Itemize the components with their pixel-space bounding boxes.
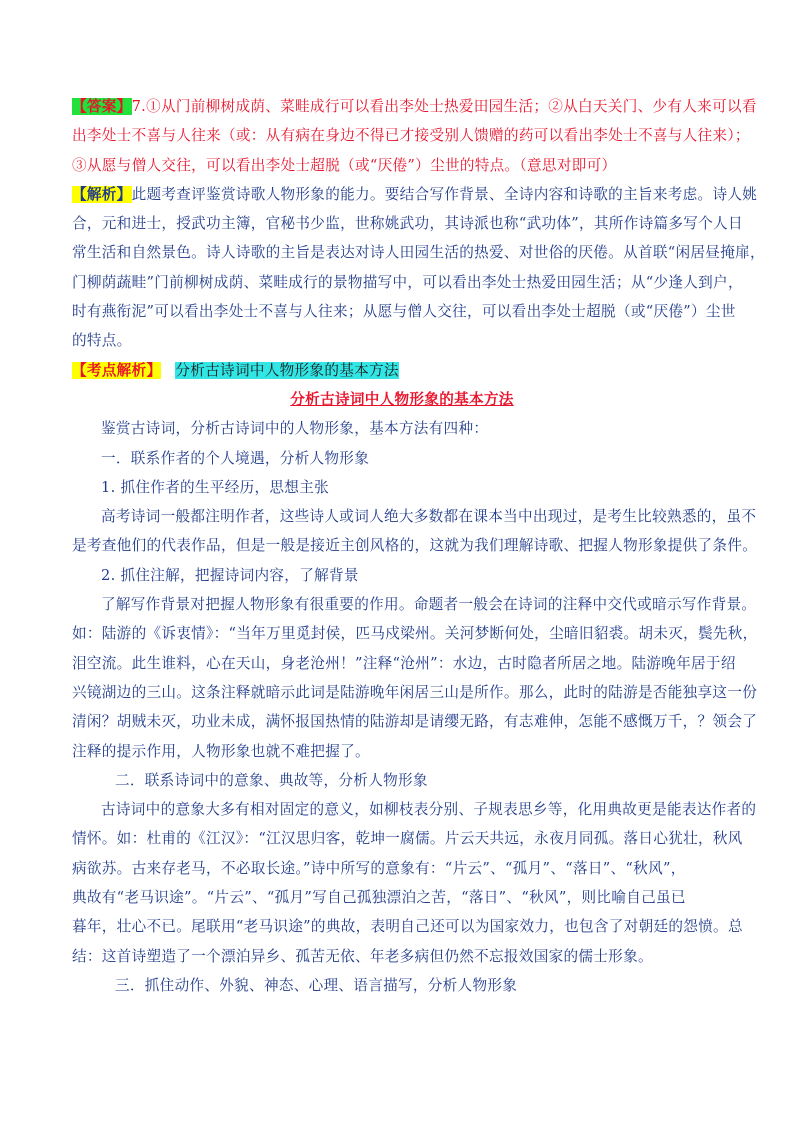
kaodian-line (72, 356, 732, 385)
body-line: 2. 抓住注解，把握诗词内容，了解背景 (101, 566, 359, 584)
answer-line-1 (72, 92, 757, 121)
body-line: 兴镜湖边的三山。这条注释就暗示此词是陆游晚年闲居三山是所作。那么，此时的陆游是否能独享这一份 (72, 683, 758, 701)
answer-line-3: ③从愿与僧人交往，可以看出李处士超脱（或“厌倦”）尘世的特点。（意思对即可） (72, 156, 617, 174)
body-line: 了解写作背景对把握人物形象有很重要的作用。命题者一般会在诗词的注释中交代或暗示写作背景。 (101, 596, 757, 614)
analysis-line-1 (72, 180, 758, 209)
document-page (72, 92, 765, 1000)
body-line: 二．联系诗词中的意象、典故等，分析人物形象 (115, 771, 428, 789)
kaodian-tag: 【考点解析】 (72, 361, 162, 379)
body-line: 典故有“老马识途”。“片云”、“孤月”写自己孤独漂泊之苦，“落日”、“秋风”，则比喻自己虽已 (72, 889, 686, 907)
body-line: 暮年，壮心不已。尾联用“老马识途”的典故，表明自己还可以为国家效力，也包含了对朝廷的怨愤。总 (72, 918, 743, 936)
body-line: 注释的提示作用，人物形象也就不难把握了。 (72, 742, 370, 760)
analysis-line-5: 时有燕衔泥”可以看出李处士不喜与人往来；从愿与僧人交往，可以看出李处士超脱（或“厌倦”）尘世 (72, 303, 736, 321)
body-line: 病欲苏。古来存老马，不必取长途。”诗中所写的意象有：“片云”、“孤月”、“落日”、“秋风”， (72, 859, 686, 877)
answer-text: 7.①从门前柳树成荫、菜畦成行可以看出李处士热爱田园生活；②从白天关门、少有人来可以看 (131, 98, 757, 115)
body-line: 情怀。如：杜甫的《江汉》：“江汉思归客，乾坤一腐儒。片云天共远，永夜月同孤。落日心犹壮，秋风 (72, 830, 743, 848)
body-line: 结：这首诗塑造了一个漂泊异乡、孤苦无依、年老多病但仍然不忘报效国家的儒士形象。 (72, 947, 653, 965)
analysis-text: 此题考查评鉴赏诗歌人物形象的能力。要结合写作背景、全诗内容和诗歌的主旨来考虑。诗人姚 (131, 185, 758, 203)
analysis-line-4: 门柳荫蔬畦”门前柳树成荫、菜畦成行的景物描写中，可以看出李处士热爱田园生活；从“少逢人到户， (72, 273, 743, 291)
analysis-line-3: 常生活和自然景色。诗人诗歌的主旨是表达对诗人田园生活的热爱、对世俗的厌倦。从首联“闲居昼掩扉， (72, 244, 765, 262)
body-line: 古诗词中的意象大多有相对固定的意义，如柳枝表分别、子规表思乡等，化用典故更是能表达作者的 (101, 801, 757, 819)
body-text (72, 414, 758, 1000)
body-line: 高考诗词一般都注明作者，这些诗人或词人绝大多数都在课本当中出现过，是考生比较熟悉的，虽不 (101, 508, 757, 526)
body-line: 鉴赏古诗词，分析古诗词中的人物形象，基本方法有四种： (101, 420, 489, 438)
answer-tag: 【答案】 (72, 98, 132, 115)
analysis-line-2: 合，元和进士，授武功主簿，官秘书少监，世称姚武功，其诗派也称“武功体”，其所作诗篇多写个人日 (72, 215, 743, 233)
body-line: 一．联系作者的个人境遇，分析人物形象 (101, 449, 370, 467)
body-line: 1. 抓住作者的生平经历，思想主张 (101, 478, 329, 496)
kaodian-label: 分析古诗词中人物形象的基本方法 (175, 361, 399, 379)
answer-line-2: 出李处士不喜与人往来（或：从有病在身边不得已才接受别人馈赠的药可以看出李处士不喜与人往来）； (72, 127, 750, 145)
body-line: 三．抓住动作、外貌、神态、心理、语言描写，分析人物形象 (115, 976, 518, 994)
body-line: 泪空流。此生谁料，心在天山，身老沧州！”注释“沧州”：水边，古时隐者所居之地。陆游晚年居于绍 (72, 654, 736, 672)
analysis-tag: 【解析】 (72, 185, 132, 203)
body-line: 是考查他们的代表作品，但是一般是接近主创风格的，这就为我们理解诗歌、把握人物形象提供了条件。 (72, 537, 758, 555)
body-line: 清闲？胡贼未灭，功业未成，满怀报国热情的陆游却是请缨无路，有志难伸，怎能不感慨万千，？领会了 (72, 713, 758, 731)
section-title: 分析古诗词中人物形象的基本方法 (290, 390, 514, 408)
analysis-line-6: 的特点。 (72, 332, 132, 350)
body-line: 如：陆游的《诉衷情》：“当年万里觅封侯，匹马戍梁州。关河梦断何处，尘暗旧貂裘。胡未灭，鬓先秋， (72, 625, 758, 643)
